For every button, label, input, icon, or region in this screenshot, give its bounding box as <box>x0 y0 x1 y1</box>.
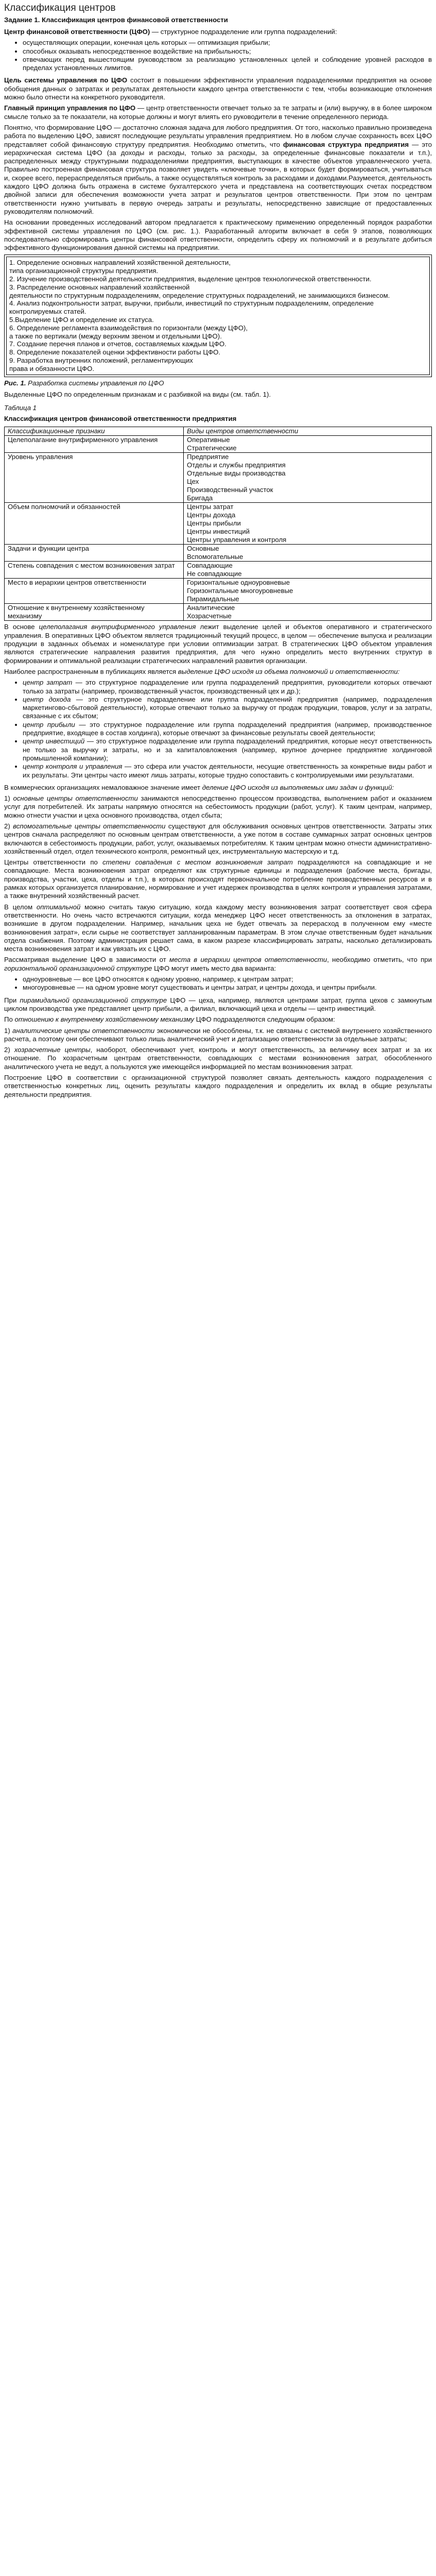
classification-table <box>4 427 432 621</box>
table-label: Таблица 1 <box>4 404 37 412</box>
scheme-line: типа организационной структуры предприятия. <box>9 267 159 275</box>
list-item: • осуществляющих операции, конечная цель которых — оптимизация прибыли; <box>23 39 432 47</box>
scheme-box <box>6 257 430 375</box>
table-feature-cell: Степень совпадения с местом возникновения затрат <box>5 562 184 579</box>
page-end-spacer <box>4 1101 432 1105</box>
task-heading: Задание 1. Классификация центров финансовой ответственности <box>4 16 228 24</box>
list-item: • центр прибыли — это структурное подразделение или группа подразделений предприятия (например, производственное предприятие, входящее в состав холдинга), которые отвечают за финансовые результаты своей деятельности; <box>23 721 432 738</box>
goal-paragraph: Цель системы управления по ЦФО состоит в повышении эффективности управления подразделениями предприятия на основе обобщения данных о затратах и результатах деятельности каждого центра ответственности с тем, чтобы возникающие отклонения можно было отнести на конкретного руководителя. <box>4 76 432 101</box>
scheme-line: 5.Выделение ЦФО и определение их статуса. <box>9 316 154 324</box>
scheme-figure <box>4 255 432 377</box>
responsibility-list <box>4 679 432 779</box>
relation-paragraph: По отношению к внутреннему хозяйственному механизму ЦФО подразделяются следующим образом: <box>4 1015 335 1024</box>
pyramid-paragraph: При пирамидальной организационной структуре ЦФО — цеха, например, являются центрами затрат, группа цехов с замкнутым циклом производства уже представляет центр прибыли, а филиал, включающий цеха и отделы — центр инвестиций. <box>4 996 432 1012</box>
hierarchy-list <box>4 975 432 992</box>
intro-term: Центр финансовой ответственности (ЦФО) <box>4 28 150 36</box>
common-paragraph: Наиболее распространенным в публикациях является выделение ЦФО исходя из объема полномочий и ответственности: <box>4 667 400 675</box>
hozraschet-paragraph: 2) хозрасчетные центры, наоборот, обеспечивают учет, контроль и могут ответственность, за величину всех затрат и за их отношение. По хозрасчетным центрам ответственности, совпадающих с местами возникновения затрат, обособленного аналитического учета не ведут, а пользуются уже имеющейся информацией по местам возникновения затрат. <box>4 1046 432 1071</box>
basis-paragraph: На основании проведенных исследований автором предлагается к практическому применению определенный порядок разработки эффективной системы управления по ЦФО (см. рис. 1.). Разработанный алгоритм включает в себя 9 этапов, позволяющих последовательно сформировать центры финансовой ответственности, определить сферу их полномочий и в результате добиться эффективного функционирования данной системы на предприятии. <box>4 218 432 252</box>
principle-paragraph: Главный принцип управления по ЦФО — центр ответственности отвечает только за те затраты и (или) выручку, в в более широком смысле только за те показатели, на которые должны и могут влиять его руководители в течение определенного периода. <box>4 104 432 121</box>
table-kinds-cell: Основные Вспомогательные <box>184 545 432 562</box>
intro-paragraph: Центр финансовой ответственности (ЦФО) — структурное подразделение или группа подразделений: <box>4 28 337 36</box>
scheme-line: права и обязанности ЦФО. <box>9 364 95 372</box>
table-feature-cell: Объем полномочий и обязанностей <box>5 503 184 545</box>
list-item: • одноуровневые — все ЦФО относятся к одному уровню, например, к центрам затрат; <box>23 975 432 984</box>
scheme-line: 1. Определение основных направлений хозяйственной деятельности, <box>9 259 231 267</box>
table-kinds-cell: Оперативные Стратегические <box>184 436 432 453</box>
final-paragraph: Построение ЦФО в соответствии с организационной структурой позволяет связать деятельность каждого подразделения с ответственностью конкретных лиц, оценить результаты каждого подразделения и определить их вклад в общие результаты деятельности предприятия. <box>4 1074 432 1098</box>
figure-caption: Рис. 1. Разработка системы управления по ЦФО <box>4 379 164 387</box>
list-item: • многоуровневые — на одном уровне могут существовать и центры затрат, и центры дохода, и центры прибыли. <box>23 984 432 992</box>
list-item: • центр дохода — это структурное подразделение или группа подразделений предприятия (например, подразделения маркетингово-сбытовой деятельности), которые отвечают только за выручку от продаж продукции, товаров, услуг и за затраты, связанные с их сбытом; <box>23 696 432 721</box>
list-item: • центр инвестиций — это структурное подразделение или группа подразделений предприятия, которые несут ответственность не только за выручку и затраты, но и за капиталовложения (например, крупное дочернее предприятие холдинговой промышленной компании); <box>23 737 432 762</box>
table-header-row <box>5 427 432 436</box>
scheme-line: 8. Определение показателей оценки эффективности работы ЦФО. <box>9 348 221 357</box>
table-feature-cell: Место в иерархии центров ответственности <box>5 579 184 604</box>
scheme-line: 7. Создание перечня планов и отчетов, составляемых каждым ЦФО. <box>9 340 226 348</box>
table-kinds-cell: Совпадающие Не совпадающие <box>184 562 432 579</box>
table-title: Классификация центров финансовой ответственности предприятия <box>4 415 237 423</box>
table-feature-cell: Уровень управления <box>5 453 184 503</box>
list-item: • центр затрат — это структурное подразделение или группа подразделений предприятия, руководители которых отвечают только за затраты (например, производственный участок, производственный цех и др.); <box>23 679 432 696</box>
table-kinds-cell: Горизонтальные одноуровневые Горизонтальные многоуровневые Пирамидальные <box>184 579 432 604</box>
table-row <box>5 545 432 562</box>
aux-centers-paragraph: 2) вспомогательные центры ответственности существуют для обслуживания основных центров ответственности. Затраты этих центров сначала распределяют по основным центрам ответственности, а уже потом в составе суммарных затрат основных центров включаются в себестоимость продукции, работ, услуг, оказываемых потребителям. К таким центрам можно отнести административно-хозяйственный отдел, отдел технического контроля, ремонтный цех, инструментальную мастерскую и т.д. <box>4 822 432 855</box>
scheme-line: деятельности по структурным подразделениям, определение структурных подразделений, не занимающихся бизнесом. <box>9 291 390 299</box>
table-row <box>5 579 432 604</box>
page-title: Классификация центров <box>4 3 116 13</box>
document-page <box>0 0 436 1105</box>
scheme-line: 4. Анализ подконтрольности затрат, выручки, прибыли, инвестиций по структурным подразделениям, определение контролируемых статей. <box>9 299 374 316</box>
intro-list <box>4 39 432 72</box>
table-kinds-cell: Центры затрат Центры дохода Центры прибыли Центры инвестиций Центры управления и контроля <box>184 503 432 545</box>
table-row <box>5 562 432 579</box>
table-header-cell: Классификационные признаки <box>5 427 184 436</box>
table-row <box>5 436 432 453</box>
coincide-paragraph: Центры ответственности по степени совпадения с местом возникновения затрат подразделяются на совпадающие и не совпадающие. Места возникновения затрат определяют как структурные единицы и подразделения (рабочие места, бригады, производства, участки, цеха, отделы и т.п.), в которых происходят первоначальное потребление производственных ресурсов и в рамках которых организуется планирование, нормирование и учет издержек производства в целях контроля и управления затратами, а также внутренний хозяйственный расчет. <box>4 858 432 900</box>
table-feature-cell: Целеполагание внутрифирменного управления <box>5 436 184 453</box>
table-row <box>5 503 432 545</box>
analytic-paragraph: 1) аналитические центры ответственности экономически не обособлены, т.к. не связаны с системой внутреннего хозяйственного расчета, а поэтому они обеспечивают только лишь аналитический учет и детализацию ответственности за отдельные затраты; <box>4 1026 432 1043</box>
list-item: • центр контроля и управления — это сфера или участок деятельности, несущие ответственность за конкретные виды работ и их результаты. Эти центры часто имеют лишь затраты, которые трудно сопоставить с контролируемыми ими результатами. <box>23 762 432 779</box>
scheme-line: а также по вертикали (между верхним звеном и отдельными ЦФО). <box>9 332 222 340</box>
commercial-paragraph: В коммерческих организациях немаловажное значение имеет деление ЦФО исходя из выполняемых ими задач и функций: <box>4 783 394 791</box>
table-row <box>5 604 432 621</box>
table-kinds-cell: Предприятие Отделы и службы предприятия Отдельные виды производства Цех Производственный участок Бригада <box>184 453 432 503</box>
scheme-line: 2. Изучение производственной деятельности предприятия, выделение центров технологической ответственности. <box>9 275 372 283</box>
table-header-cell: Виды центров ответственности <box>184 427 432 436</box>
basis2-paragraph: В основе целеполагания внутрифирменного управления лежит выделение целей и объектов оперативного и стратегического управления. В оперативных ЦФО объектом является традиционный текущий процесс, в целом — обеспечение выпуска и реализации продукции в заданных объемах и номенклатуре при условии оптимизации затрат. В стратегических ЦФО объектом управления являются стратегические направления развития предприятия, для чего нужно определить место внутренних структур в формировании и оптимальной реализации стратегических направлений развития организации. <box>4 623 432 665</box>
hierarchy-paragraph: Рассматривая выделение ЦФО в зависимости от места в иерархии центров ответственности, необходимо отметить, что при горизонтальной организационной структуре ЦФО могут иметь место два варианта: <box>4 956 432 972</box>
main-centers-paragraph: 1) основные центры ответственности занимаются непосредственно процессом производства, выполнением работ и оказанием услуг для потребителей. Их затраты напрямую относятся на себестоимость продукции (работ, услуг). К таким центрам, например, можно отнести участки и цеха основного производства, отдел сбыта; <box>4 794 432 819</box>
table-feature-cell: Задачи и функции центра <box>5 545 184 562</box>
table-feature-cell: Отношение к внутреннему хозяйственному механизму <box>5 604 184 621</box>
table-kinds-cell: Аналитические Хозрасчетные <box>187 604 235 620</box>
scheme-line: 3. Распределение основных направлений хозяйственной <box>9 283 190 291</box>
classify-paragraph: Выделенные ЦФО по определенным признакам и с разбивкой на виды (см. табл. 1). <box>4 390 271 398</box>
scheme-line: 9. Разработка внутренних положений, регламентирующих <box>9 356 193 364</box>
list-item: • отвечающих перед вышестоящим руководством за реализацию установленных целей и соблюдение уровней расходов в пределах установленных лимитов. <box>23 56 432 73</box>
list-item: • способных оказывать непосредственное воздействие на прибыльность; <box>23 47 432 56</box>
scheme-line: 6. Определение регламента взаимодействия по горизонтали (между ЦФО), <box>9 324 248 332</box>
table-row <box>5 453 432 503</box>
formation-paragraph: Понятно, что формирование ЦФО — достаточно сложная задача для любого предприятия. От того, насколько правильно произведена работа по выделению ЦФО, зависят последующие результаты управления предприятием. Но в любом случае сохранность всех ЦФО представляет собой финансовую структуру предприятия. Необходимо отметить, что финансовая структура предприятия — это иерархическая система ЦФО (за доходы и расходы, только за расходы, за определенные финансовые показатели и т.п.), распределенных между структурными подразделениями предприятия, выступающих в качестве объектов управленческого учета. Правильно построенная финансовая структура позволяет увидеть «ключевые точки», в которых будет формироваться, учитываться и, скорее всего, перераспределяться прибыль, а также осуществляться контроль за расходами и доходами.Разумеется, деятельность каждого ЦФО должна быть отражена в системе бухгалтерского учета и представлена на соответствующих счетах посредством двойной записи для обеспечения возможности учета затрат и результатов центров ответственности. При этом по центрам ответственности нужно учитывать в первую очередь затраты и результаты, непосредственно зависящие от предоставленных руководителям полномочий. <box>4 123 432 215</box>
optimal-paragraph: В целом оптимальной можно считать такую ситуацию, когда каждому месту возникновения затрат соответствует своя сфера ответственности. Но очень часто встречаются ситуации, когда менеджер ЦФО несет ответственность за отклонения в затратах, возникшие в другом подразделении. Например, начальник цеха не будет отвечать за перерасход в полученном ему «месте возникновения затрат», если сырье не соответствует запланированным параметрам. В этом случае ответственным будет начальник отдела снабжения. Поэтому администрация решает сама, в каком разрезе классифицировать затраты, насколько детализировать места возникновения затрат и как увязать их с ЦФО. <box>4 903 432 953</box>
